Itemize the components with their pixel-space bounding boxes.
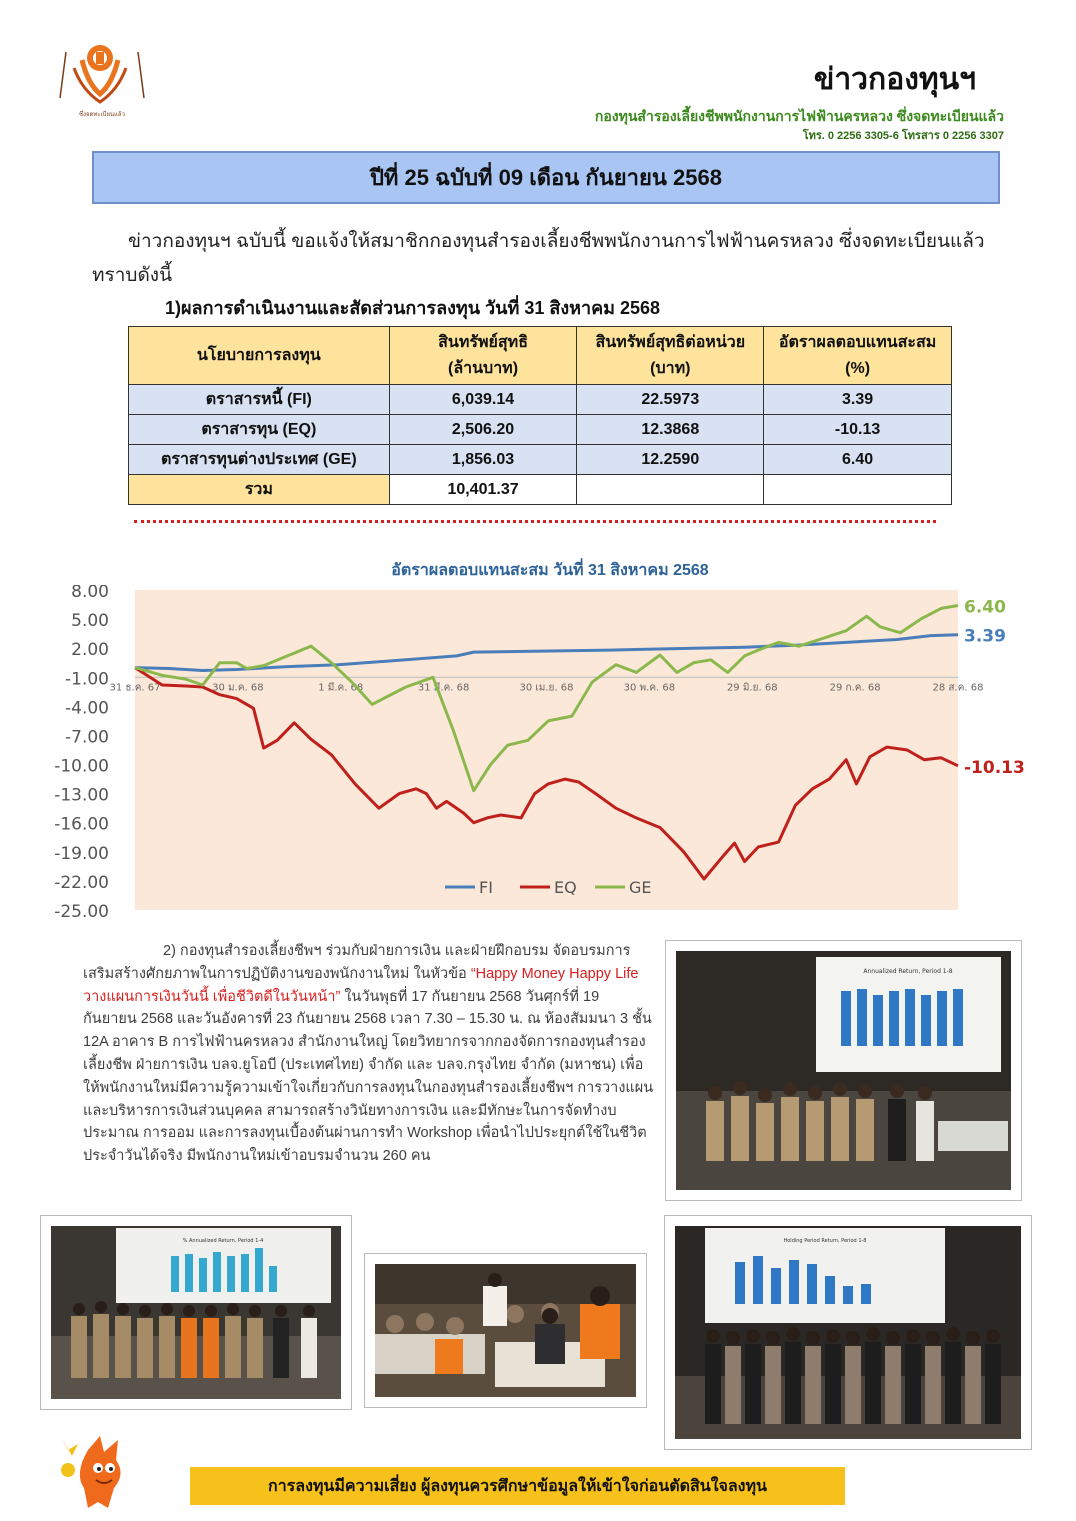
col-header-return: อัตราผลตอบแทนสะสม (%) (764, 327, 952, 385)
table-header-row (129, 327, 952, 385)
legend-label-ge: GE (629, 878, 652, 897)
y-tick-label: -4.00 (65, 698, 109, 719)
table-cell (577, 475, 764, 505)
table-cell: 6,039.14 (389, 385, 577, 415)
slide-title: Holding Period Return, Period 1-8 (783, 1238, 867, 1244)
col-header-nav-per-unit: สินทรัพย์สุทธิต่อหน่วย (บาท) (577, 327, 764, 385)
slide-title: Annualized Return, Period 1-8 (863, 968, 953, 975)
y-tick-label: 5.00 (71, 611, 109, 632)
y-tick-label: -10.00 (54, 756, 109, 777)
table-cell (764, 475, 952, 505)
x-tick-label: 31 มี.ค. 68 (417, 682, 470, 694)
performance-table (128, 326, 952, 505)
y-tick-label: 2.00 (71, 640, 109, 661)
return-line-chart (40, 585, 1050, 925)
newsletter-title: ข่าวกองทุนฯ (813, 63, 976, 96)
end-label-eq: -10.13 (964, 757, 1025, 778)
photo-4 (664, 1215, 1032, 1450)
contact-info: โทร. 0 2256 3305-6 โทรสาร 0 2256 3307 (802, 130, 1004, 142)
x-tick-label: 29 ก.ค. 68 (829, 682, 881, 694)
end-label-ge: 6.40 (964, 597, 1006, 618)
y-tick-label: -16.00 (54, 814, 109, 835)
legend-label-fi: FI (479, 878, 493, 897)
end-label-fi: 3.39 (964, 626, 1006, 647)
y-tick-label: 8.00 (71, 585, 109, 602)
y-tick-label: -13.00 (54, 785, 109, 806)
table-cell: 22.5973 (577, 385, 764, 415)
section2-text: ในวันพุธที่ 17 กันยายน 2568 วันศุกร์ที่ 19 กันยายน 2568 และวันอังคารที่ 23 กันยายน 2568 เวลา 7.30 – 15.30 น. ณ ห้องสัมมนา 3 ชั้น 12A อาคาร B การไฟฟ้านครหลวง สำนักงานใหญ่ โดยวิทยากรจากกองจัดการกองทุนสำรองเลี้ยงชีพ ฝ่ายการเงิน บลจ.ยูโอบี (ประเทศไทย) จำกัด และ บลจ.กรุงไทย จำกัด (มหาชน) เพื่อให้พนักงานใหม่มีความรู้ความเข้าใจเกี่ยวกับการลงทุนในกองทุนสำรองเลี้ยงชีพฯ การวางแผน และบริหารการเงินส่วนบุคคล สามารถสร้างวินัยทางการเงิน และมีทักษะในการจัดทำงบประมาณ การออม และการลงทุนเบื้องต้นผ่านการทำ Workshop เพื่อนำไปประยุกต์ใช้ในชีวิตประจำวันได้จริง มีพนักงานใหม่เข้าอบรมจำนวน 260 คน (83, 988, 654, 1165)
plot-area (135, 590, 958, 910)
issue-text: ปีที่ 25 ฉบับที่ 09 เดือน กันยายน 2568 (369, 165, 723, 190)
table-cell: 3.39 (764, 385, 952, 415)
photo-2 (40, 1215, 352, 1410)
x-tick-label: 28 ส.ค. 68 (932, 682, 984, 694)
issue-banner (92, 151, 1000, 204)
table-cell: ตราสารทุนต่างประเทศ (GE) (129, 445, 390, 475)
chart-title: อัตราผลตอบแทนสะสม วันที่ 31 สิงหาคม 2568 (391, 562, 709, 579)
section1-title: 1)ผลการดำเนินงานและสัดส่วนการลงทุน วันที่ 31 สิงหาคม 2568 (165, 298, 661, 318)
table-cell: 1,856.03 (389, 445, 577, 475)
risk-warning-banner (190, 1467, 845, 1505)
col-header-nav: สินทรัพย์สุทธิ (ล้านบาท) (389, 327, 577, 385)
table-row (129, 415, 952, 445)
fund-logo (52, 38, 152, 120)
x-tick-label: 30 เม.ย. 68 (519, 682, 574, 694)
x-tick-label: 30 ม.ค. 68 (212, 682, 264, 694)
dotted-divider (134, 520, 936, 523)
mascot-icon (48, 1430, 138, 1510)
table-cell: ตราสารหนี้ (FI) (129, 385, 390, 415)
section2-paragraph (83, 940, 655, 1168)
legend-label-eq: EQ (554, 878, 577, 897)
table-cell: 12.2590 (577, 445, 764, 475)
y-tick-label: -19.00 (54, 843, 109, 864)
section2-topic: “Happy Money Happy Life วางแผนการเงินวันนี้ เพื่อชีวิตดีในวันหน้า” (83, 965, 639, 1005)
table-cell: 6.40 (764, 445, 952, 475)
total-nav: 10,401.37 (389, 475, 577, 505)
x-tick-label: 1 มี.ค. 68 (318, 682, 364, 694)
x-tick-label: 31 ธ.ค. 67 (109, 682, 161, 694)
y-tick-label: -22.00 (54, 872, 109, 893)
table-row (129, 445, 952, 475)
x-tick-label: 30 พ.ค. 68 (623, 682, 676, 694)
fund-name: กองทุนสำรองเลี้ยงชีพพนักงานการไฟฟ้านครหลวง ซึ่งจดทะเบียนแล้ว (594, 108, 1004, 124)
risk-warning-text: การลงทุนมีความเสี่ยง ผู้ลงทุนควรศึกษาข้อมูลให้เข้าใจก่อนตัดสินใจลงทุน (268, 1477, 767, 1495)
table-cell: 12.3868 (577, 415, 764, 445)
table-total-row (129, 475, 952, 505)
svg-text:ซึ่งจดทะเบียนแล้ว: ซึ่งจดทะเบียนแล้ว (79, 111, 125, 118)
y-tick-label: -1.00 (65, 669, 109, 690)
table-row (129, 385, 952, 415)
col-header-policy: นโยบายการลงทุน (129, 327, 390, 385)
y-tick-label: -25.00 (54, 902, 109, 922)
x-tick-label: 29 มิ.ย. 68 (726, 682, 778, 694)
section2-text: 2) กองทุนสำรองเลี้ยงชีพฯ ร่วมกับฝ่ายการเงิน และฝ่ายฝึกอบรม จัดอบรมการเสริมสร้างศักยภาพในการปฏิบัติงานของพนักงานใหม่ ในหัวข้อ (83, 943, 631, 982)
intro-paragraph: ข่าวกองทุนฯ ฉบับนี้ ขอแจ้งให้สมาชิกกองทุนสำรองเลี้ยงชีพพนักงานการไฟฟ้านครหลวง ซึ่งจดทะเบียนแล้วทราบดังนี้ (92, 231, 985, 286)
y-tick-label: -7.00 (65, 727, 109, 748)
table-cell: ตราสารทุน (EQ) (129, 415, 390, 445)
total-label: รวม (129, 475, 390, 505)
slide-title: % Annualized Return, Period 1-4 (182, 1238, 264, 1244)
table-cell: 2,506.20 (389, 415, 577, 445)
photo-3 (364, 1253, 647, 1408)
table-cell: -10.13 (764, 415, 952, 445)
photo-1 (665, 940, 1022, 1201)
